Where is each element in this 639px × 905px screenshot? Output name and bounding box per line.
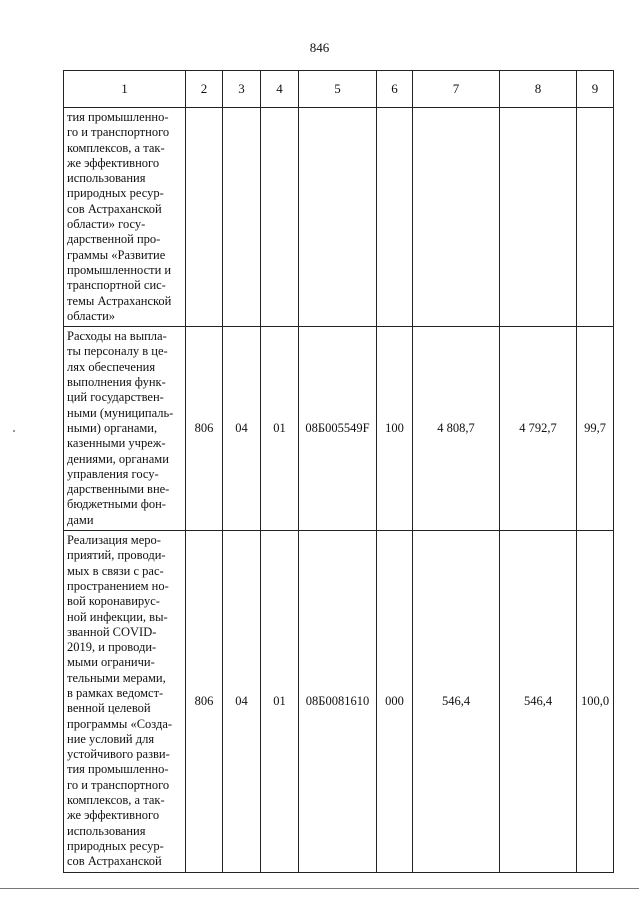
scan-edge-line [0, 888, 639, 889]
cell-c4: 01 [261, 531, 299, 873]
table-row [64, 531, 614, 873]
budget-table [63, 70, 614, 873]
cell-c7: 546,4 [413, 531, 500, 873]
cell-c3: 04 [223, 531, 261, 873]
column-header: 1 [64, 71, 186, 108]
cell-c9 [577, 108, 614, 327]
column-header: 8 [500, 71, 577, 108]
cell-c3: 04 [223, 327, 261, 531]
cell-c3 [223, 108, 261, 327]
cell-c4: 01 [261, 327, 299, 531]
cell-c8: 546,4 [500, 531, 577, 873]
column-header: 4 [261, 71, 299, 108]
header-row [64, 71, 614, 108]
page-number: 846 [309, 40, 330, 55]
table-row [64, 108, 614, 327]
table-row [64, 327, 614, 531]
cell-c6 [377, 108, 413, 327]
column-header: 3 [223, 71, 261, 108]
cell-c2: 806 [186, 327, 223, 531]
cell-c6: 100 [377, 327, 413, 531]
cell-c8: 4 792,7 [500, 327, 577, 531]
cell-c9: 100,0 [577, 531, 614, 873]
cell-c7 [413, 108, 500, 327]
cell-c8 [500, 108, 577, 327]
cell-c5 [299, 108, 377, 327]
cell-c7: 4 808,7 [413, 327, 500, 531]
row-description: Расходы на выпла- ты персоналу в це- лях обеспечения выполнения функ- ций государствен- ными (муниципаль- ными) органами, казенными учреж- дениями, органами управления госу- дарственными вне- бюджетными фон- дами [64, 327, 186, 531]
cell-c2 [186, 108, 223, 327]
cell-c4 [261, 108, 299, 327]
row-description: тия промышленно- го и транспортного комплексов, а так- же эффективного использования природных ресур- сов Астраханской области» госу- дарственной про- граммы «Развитие промышленности и транспортной сис- темы Астраханской области» [64, 108, 186, 327]
column-header: 9 [577, 71, 614, 108]
row-description: Реализация меро- приятий, проводи- мых в связи с рас- пространением но- вой коронавирус- ной инфекции, вы- званной COVID- 2019, и проводи- мыми ограничи- тельными мерами, в рамках ведомст- венной целевой программы «Созда- ние условий для устойчивого разви- тия промышленно- го и транспортного комплексов, а так- же эффективного использования природных ресур- сов Астраханской [64, 531, 186, 873]
scan-speck [13, 430, 15, 432]
cell-c2: 806 [186, 531, 223, 873]
column-header: 7 [413, 71, 500, 108]
column-header: 2 [186, 71, 223, 108]
cell-c5: 08Б0081610 [299, 531, 377, 873]
column-header: 5 [299, 71, 377, 108]
column-header: 6 [377, 71, 413, 108]
cell-c9: 99,7 [577, 327, 614, 531]
cell-c6: 000 [377, 531, 413, 873]
cell-c5: 08Б005549F [299, 327, 377, 531]
